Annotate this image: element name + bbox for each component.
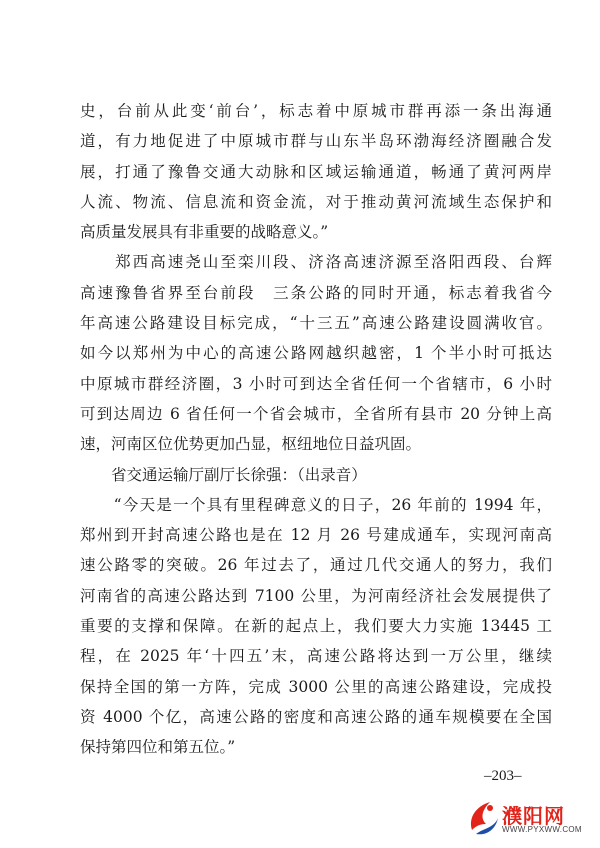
watermark-logo-icon (466, 798, 500, 838)
watermark (466, 798, 586, 838)
text-line: “今天是一个具有里程碑意义的日子，26 年前的 1994 年， (80, 495, 552, 514)
text-line: 河南省的高速公路达到 7100 公里，为河南经济社会发展提供了 (80, 586, 552, 605)
text-line: 人流、物流、信息流和资金流，对于推动黄河流域生态保护和 (80, 192, 552, 211)
text-line: 如今以郑州为中心的高速公路网越织越密，1 个半小时可抵达 (80, 344, 552, 363)
text-line: 速，河南区位优势更加凸显，枢纽地位日益巩固。 (80, 435, 422, 454)
watermark-url: WWW.PYXWW.COM (502, 825, 582, 834)
text-line: 展，打通了豫鲁交通大动脉和区域运输通道，畅通了黄河两岸 (80, 162, 552, 181)
text-line: 道，有力地促进了中原城市群与山东半岛环渤海经济圈融合发 (80, 132, 552, 151)
text-line: 资 4000 个亿，高速公路的密度和高速公路的通车规模要在全国 (80, 707, 552, 726)
text-line: 重要的支撑和保障。在新的起点上，我们要大力实施 13445 工 (80, 617, 552, 636)
text-line: 可到达周边 6 省任何一个省会城市，全省所有县市 20 分钟上高 (80, 404, 552, 423)
text-line: 高质量发展具有非重要的战略意义。” (80, 223, 329, 242)
text-line: 保持全国的第一方阵，完成 3000 公里的高速公路建设，完成投 (80, 677, 552, 696)
text-line: 保持第四位和第五位。” (80, 738, 236, 757)
text-line: 中原城市群经济圈，3 小时可到达全省任何一个省辖市，6 小时 (80, 374, 552, 393)
text-line: 程，在 2025 年‘十四五’末，高速公路将达到一万公里，继续 (80, 647, 552, 666)
text-line: 省交通运输厅副厅长徐强：（出录音） (80, 465, 367, 484)
text-line: 年高速公路建设目标完成，“十三五”高速公路建设圆满收官。 (80, 314, 552, 333)
body-text (80, 96, 552, 763)
text-line: 高速豫鲁省界至台前段 三条公路的同时开通，标志着我省今 (80, 283, 552, 302)
text-line: 郑西高速尧山至栾川段、济洛高速济源至洛阳西段、台辉 (80, 253, 552, 272)
page-number: –203– (484, 768, 522, 784)
text-line: 郑州到开封高速公路也是在 12 月 26 号建成通车，实现河南高 (80, 526, 552, 545)
text-line: 史，台前从此变‘前台’，标志着中原城市群再添一条出海通 (80, 102, 552, 120)
watermark-title: 濮阳网 (502, 804, 565, 828)
text-line: 速公路零的突破。26 年过去了，通过几代交通人的努力，我们 (80, 556, 552, 575)
